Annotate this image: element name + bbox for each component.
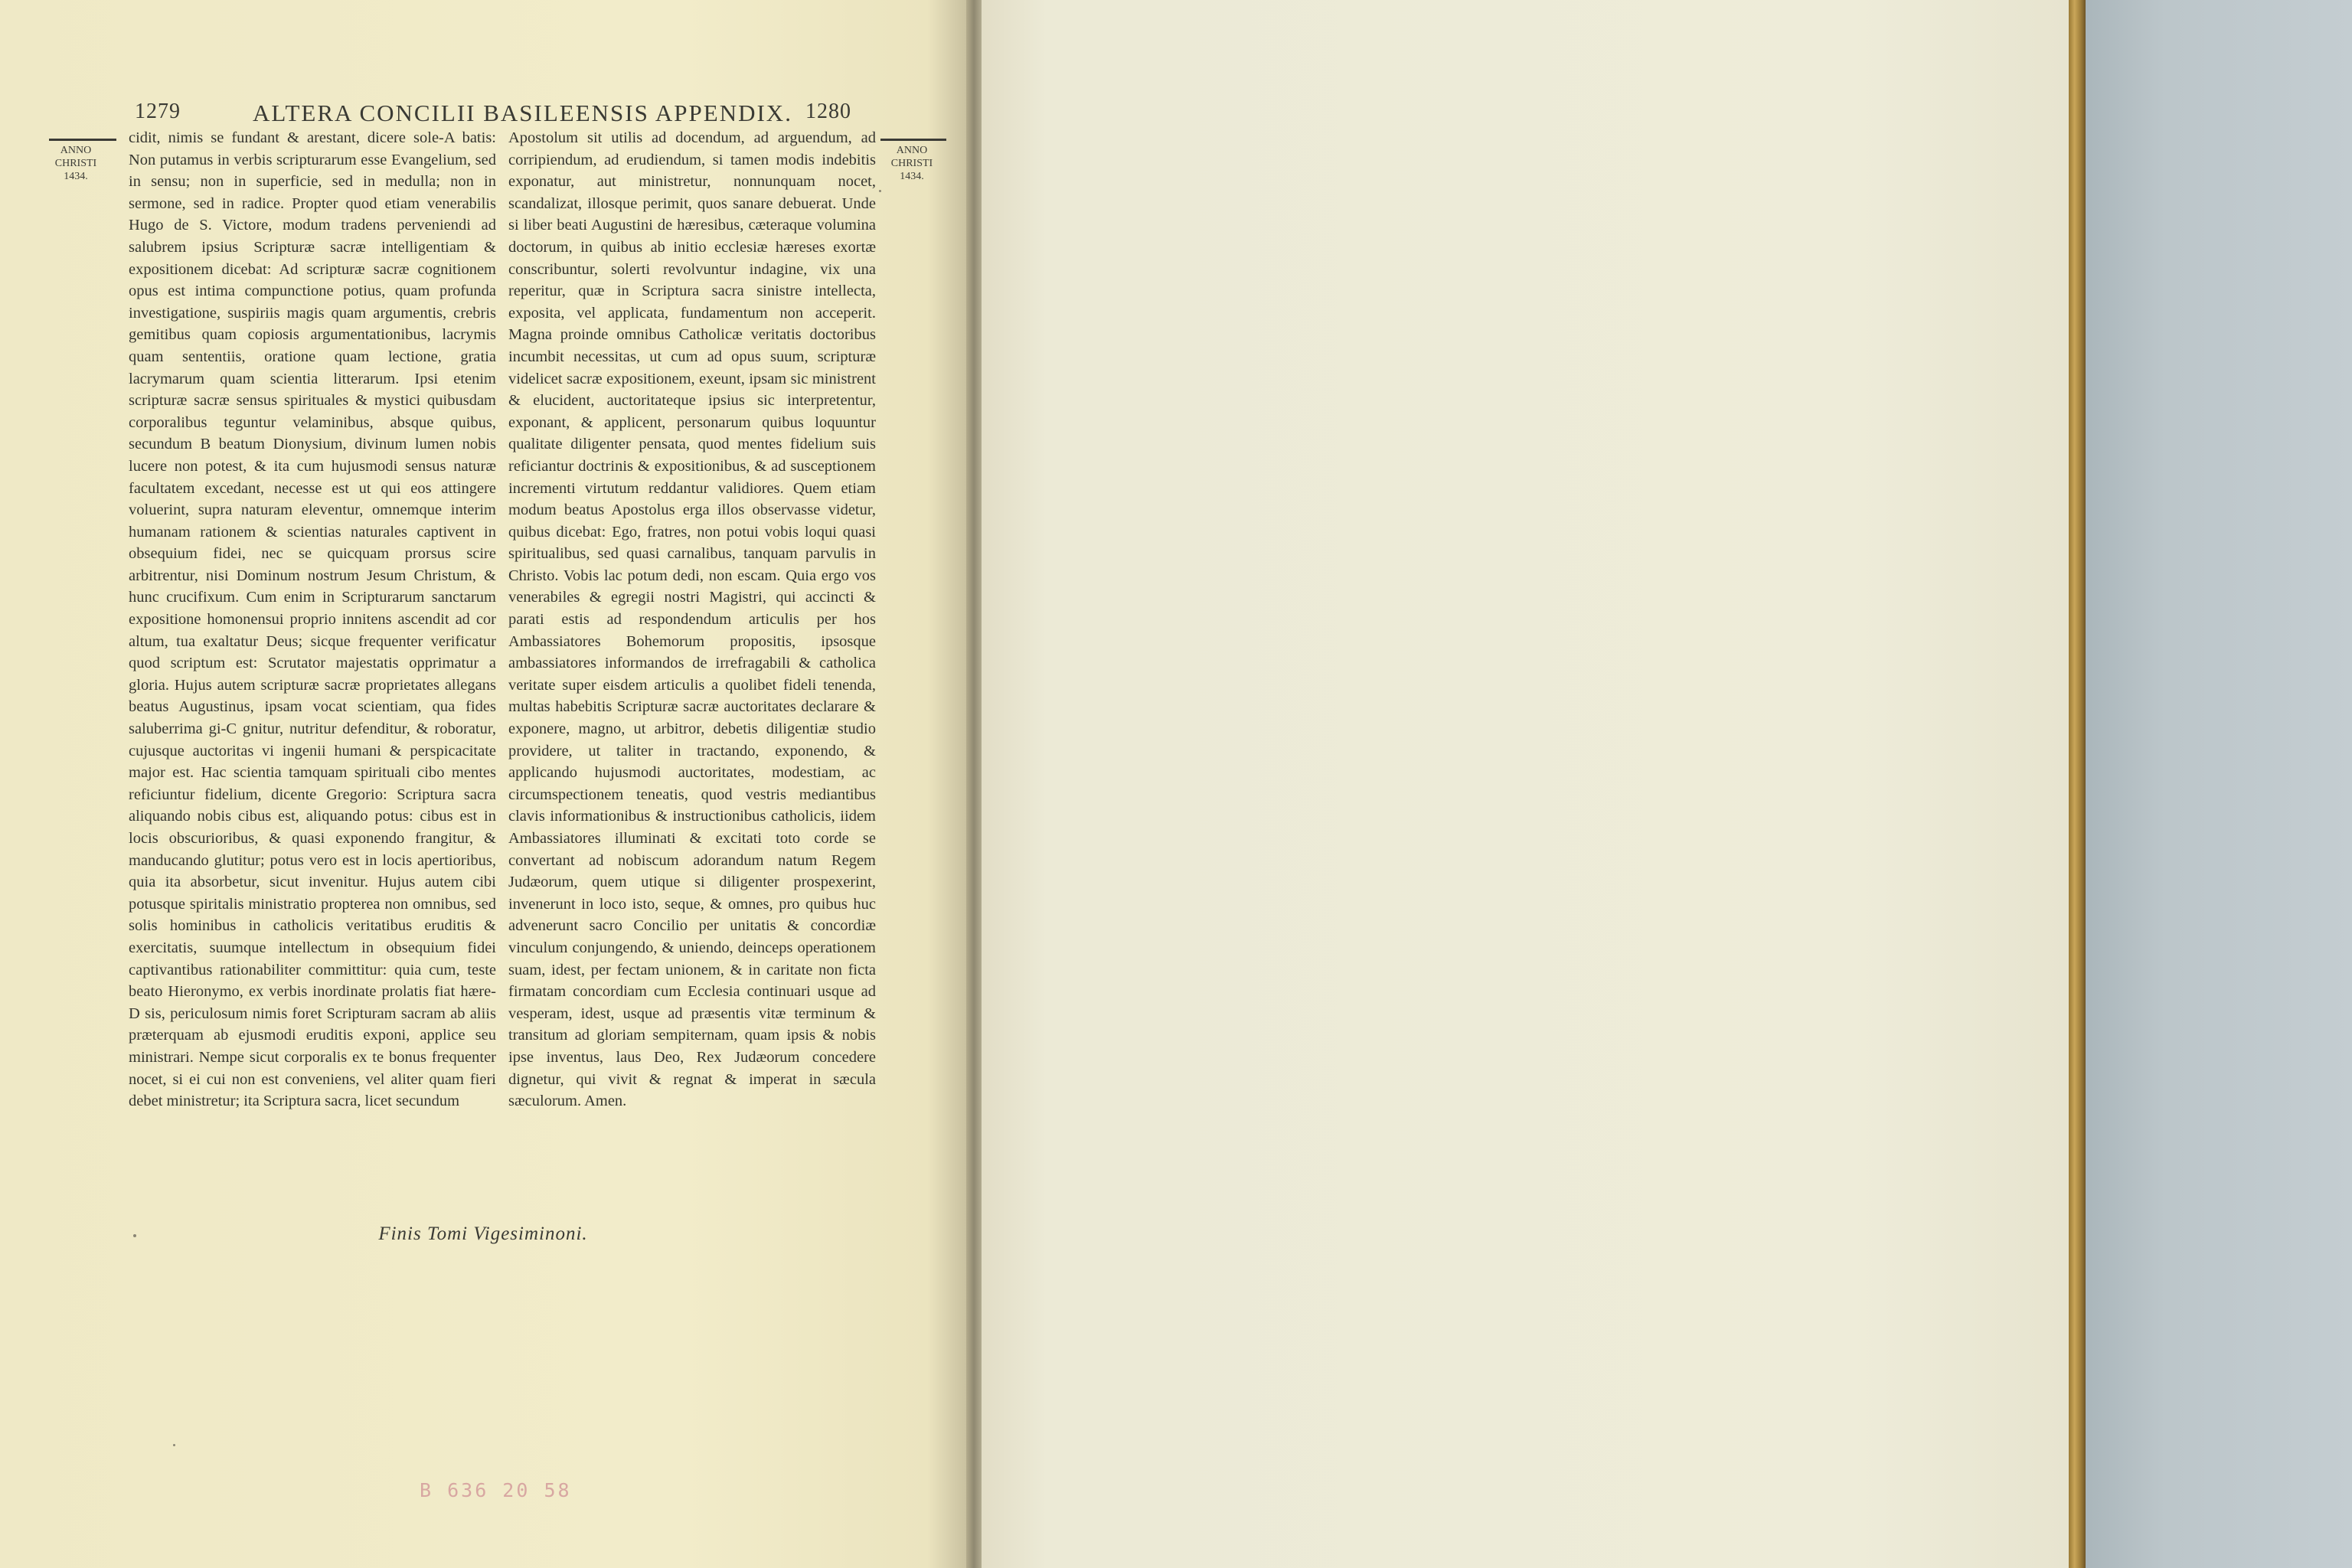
- margin-note-left-line: ANNO: [60, 145, 92, 156]
- margin-note-left-line: CHRISTI: [54, 158, 97, 169]
- margin-note-right-line: ANNO: [896, 145, 928, 156]
- column-left-text: cidit, nimis se fundant & arestant, dicere sole-A batis: Non putamus in verbis scripturarum esse Evangelium, sed in sensu; non in superficie, sed in medulla; non in sermone, sed in radice. Propter quod etiam venerabilis Hugo de S. Victore, modum tradens perveniendi ad salubrem ipsius Scripturæ sacræ intelligentiam & expositionem dicebat: Ad scripturæ sacræ cognitionem opus est intima compunctione potius, quam profunda investigatione, suspiriis magis quam argumentis, crebris gemitibus quam copiosis argumentationibus, lacrymis quam sententiis, oratione quam lectione, gratia lacrymarum quam scientia litterarum. Ipsi etenim scripturæ sacræ sensus spirituales & mystici quibusdam corporalibus teguntur velaminibus, absque quibus, secundum B beatum Dionysium, divinum lumen nobis lucere non potest, & ita cum hujusmodi sensus naturæ facultatem excedant, necesse est ut qui eos attingere voluerint, supra naturam eleventur, omnemque interim humanam rationem & scientias naturales captivent in obsequium fidei, nec se quicquam prorsus scire arbitrentur, nisi Dominum nostrum Jesum Christum, & hunc crucifixum. Cum enim in Scripturarum sanctarum expositione homonensui proprio innitens ascendit ad cor altum, tua exaltatur Deus; sicque frequenter verificatur quod scriptum est: Scrutator majestatis opprimatur a gloria. Hujus autem scripturæ sacræ proprietates allegans beatus Augustinus, ipsam vocat scientiam, qua fides saluberrima gi-C gnitur, nutritur defenditur, & roboratur, cujusque auctoritas vi ingenii humani & perspicacitate major est. Hac scientia tamquam spirituali cibo mentes reficiuntur fidelium, dicente Gregorio: Scriptura sacra aliquando nobis cibus est, aliquando potus: cibus est in locis obscurioribus, & quasi exponendo frangitur, & manducando glutitur; potus vero est in locis apertioribus, quia ita absorbetur, sicut invenitur. Hujus autem cibi potusque spiritalis ministratio propterea non omnibus, sed solis hominibus in catholicis veritatibus eruditis & exercitatis, suumque intellectum in obsequium fidei captivantibus rationabiliter committitur: quia cum, teste beato Hieronymo, ex verbis inordinate prolatis fiat hære-D sis, periculosum nimis foret Scripturam sacram ab aliis præterquam ab ejusmodi eruditis exponi, applice seu ministrari. Nempe sicut corporalis ex te bonus frequenter nocet, si ei cui non est conveniens, vel aliter quam fieri debet ministretur; ita Scriptura sacra, licet secundum: [129, 129, 496, 1110]
- margin-note-right-line: 1434.: [900, 171, 924, 182]
- margin-note-right-line: CHRISTI: [890, 158, 933, 169]
- text-column-right: [508, 127, 876, 1112]
- margin-note-left: [44, 144, 107, 183]
- library-shelfmark-stamp: B 636 20 58: [420, 1479, 572, 1501]
- margin-note-right: [880, 144, 943, 183]
- book-gutter: [966, 0, 982, 1568]
- paper-spot: [133, 1234, 136, 1237]
- page-number-right: 1280: [805, 100, 851, 123]
- right-page-blank: [982, 0, 2069, 1568]
- header-rule-left: [49, 139, 116, 141]
- finis-line: Finis Tomi Vigesiminoni.: [378, 1223, 588, 1244]
- margin-note-left-line: 1434.: [64, 171, 88, 182]
- left-page: [0, 0, 966, 1568]
- paper-spot: [879, 190, 881, 192]
- background-board: [2086, 0, 2352, 1568]
- page-number-left: 1279: [135, 100, 181, 123]
- cover-edge: [2069, 0, 2086, 1568]
- column-right-text: Apostolum sit utilis ad docendum, ad arguendum, ad corripiendum, ad erudiendum, si tamen modis indebitis exponatur, aut ministretur, nonnunquam nocet, scandalizat, illosque perimit, quos sanare debuerat. Unde si liber beati Augustini de hæresibus, cæteraque volumina doctorum, in quibus ab initio ecclesiæ hæreses exortæ conscribuntur, solerti revolvuntur indagine, vix una reperitur, quæ in Scriptura sacra sinistre intellecta, exposita, vel applicata, fundamentum non acceperit. Magna proinde omnibus Catholicæ veritatis doctoribus incumbit necessitas, ut cum ad opus suum, scripturæ videlicet sacræ expositionem, exeunt, ipsam sic ministrent & elucident, auctoritateque ipsius sic interpretentur, exponant, & applicent, personarum quibus loquuntur qualitate diligenter pensata, quod mentes fidelium suis reficiantur doctrinis & expositionibus, & ad susceptionem incrementi virtutum reddantur validiores. Quem etiam modum beatus Apostolus erga illos observasse videtur, quibus dicebat: Ego, fratres, non potui vobis loqui quasi spiritualibus, sed quasi carnalibus, tanquam parvulis in Christo. Vobis lac potum dedi, non escam. Quia ergo vos venerabiles & egregii nostri Magistri, qui accincti & parati estis ad respondendum articulis per hos Ambassiatores Bohemorum propositis, ipsosque ambassiatores informandos de irrefragabili & catholica veritate super eisdem articulis a quolibet fideli tenenda, multas habebitis Scripturæ sacræ auctoritates declarare & exponere, magno, ut arbitror, debetis diligentiæ studio providere, ut taliter in tractando, exponendo, & applicando hujusmodi auctoritates, modestiam, ac circumspectionem teneatis, quod vestris mediantibus clavis informationibus & instructionibus catholicis, iidem Ambassiatores illuminati & excitati toto corde se convertant ad nobiscum adorandum natum Regem Judæorum, quem utique si diligenter prospexerint, invenerunt in loco isto, seque, & omnes, pro quibus huc advenerunt sacro Concilio per unitatis & concordiæ vinculum conjungendo, & uniendo, deinceps operationem suam, idest, per fectam unionem, & in caritate non ficta firmatam concordiam cum Ecclesia continuari usque ad vesperam, idest, usque ad præsentis vitæ terminum & transitum ad gloriam sempiternam, quam ipsis & nobis ipse inventus, laus Deo, Rex Judæorum concedere dignetur, qui vivit & regnat & imperat in sæcula sæculorum. Amen.: [508, 129, 876, 1110]
- paper-spot: [173, 1444, 175, 1446]
- text-column-left: [129, 127, 496, 1112]
- running-title: ALTERA CONCILII BASILEENSIS APPENDIX.: [253, 100, 792, 126]
- header-rule-right: [880, 139, 946, 141]
